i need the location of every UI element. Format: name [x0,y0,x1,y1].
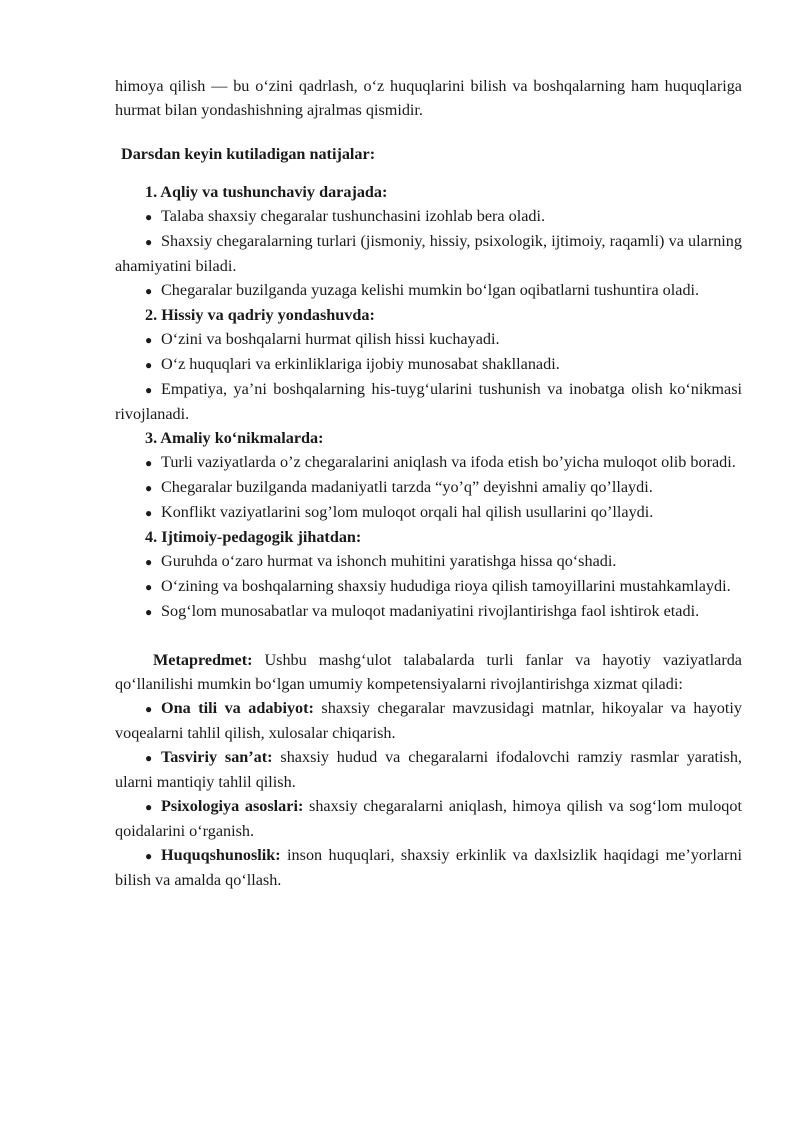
list-item [115,327,742,352]
list-item [115,475,742,500]
bullet-dot-icon: ● [145,751,153,765]
results-heading [115,142,742,166]
bullet-dot-icon: ● [145,358,153,372]
subject-item [115,696,742,745]
list-item-text: Chegaralar buzilganda yuzaga kelishi mumkin bo‘lgan oqibatlarni tushuntira oladi. [161,281,700,299]
subject-text: shaxsiy hudud va chegaralarni ifodalovchi ramziy rasmlar yaratish, ularni mantiqiy tahlil qilish. [115,748,742,791]
list-item-text: Guruhda o‘zaro hurmat va ishonch muhitini yaratishga hissa qo‘shadi. [161,552,617,570]
metapredmet-text: Ushbu mashg‘ulot talabalarda turli fanlar va hayotiy vaziyatlarda qo‘llanilishi mumkin bo‘lgan umumiy kompetensiyalarni rivojlantirishga xizmat qiladi: [115,651,742,693]
subject-label: Huquqshunoslik: [161,846,281,864]
results-title: Darsdan keyin kutiladigan natijalar: [121,145,376,163]
group-heading: 3. Amaliy ko‘nikmalarda: [145,429,324,447]
list-item [115,229,742,278]
bullet-dot-icon: ● [145,333,153,347]
bullet-dot-icon: ● [145,555,153,569]
bullet-dot-icon: ● [145,456,153,470]
list-item-text: O‘zini va boshqalarni hurmat qilish hissi kuchayadi. [161,330,500,348]
subject-label: Ona tili va adabiyot: [161,699,314,717]
list-item [115,352,742,377]
list-item-text: Turli vaziyatlarda o’z chegaralarini aniqlash va ifoda etish bo’yicha muloqot olib boradi. [161,453,736,471]
subject-label: Tasviriy san’at: [161,748,273,766]
bullet-dot-icon: ● [145,383,153,397]
bullet-dot-icon: ● [145,580,153,594]
list-item [115,204,742,229]
list-item-text: Konflikt vaziyatlarini sog’lom muloqot orqali hal qilish usullarini qo’llaydi. [161,503,654,521]
group-heading: 1. Aqliy va tushunchaviy darajada: [145,183,388,201]
subject-text: shaxsiy chegaralar mavzusidagi matnlar, hikoyalar va hayotiy voqealarni tahlil qilish, xulosalar chiqarish. [115,699,742,742]
list-item [115,574,742,599]
intro-paragraph: himoya qilish — bu o‘zini qadrlash, o‘z huquqlarini bilish va boshqalarning ham huquqlariga hurmat bilan yondashishning ajralmas qismidir. [115,77,742,119]
list-item-text: Empatiya, ya’ni boshqalarning his-tuyg‘ularini tushunish va inobatga olish ko‘nikmasi rivojlanadi. [115,380,742,423]
subject-item [115,843,742,892]
list-item [115,278,742,303]
bullet-dot-icon: ● [145,284,153,298]
subject-item [115,745,742,794]
list-item-text: O‘z huquqlari va erkinliklariga ijobiy munosabat shakllanadi. [161,355,560,373]
list-item-text: Chegaralar buzilganda madaniyatli tarzda “yo’q” deyishni amaliy qo’llaydi. [161,478,653,496]
metapredmet-paragraph [115,648,742,696]
subject-label: Psixologiya asoslari: [161,797,304,815]
list-item-text: O‘zining va boshqalarning shaxsiy hududiga rioya qilish tamoyillarini mustahkamlaydi. [161,577,731,595]
list-item [115,377,742,426]
list-item [115,450,742,475]
subject-text: shaxsiy chegaralarni aniqlash, himoya qilish va sog‘lom muloqot qoidalarini o‘rganish. [115,797,742,840]
bullet-dot-icon: ● [145,849,153,863]
list-item-text: Shaxsiy chegaralarning turlari (jismoniy, hissiy, psixologik, ijtimoiy, raqamli) va ularning ahamiyatini biladi. [115,232,742,275]
bullet-dot-icon: ● [145,210,153,224]
group-heading: 2. Hissiy va qadriy yondashuvda: [145,306,375,324]
subject-text: inson huquqlari, shaxsiy erkinlik va daxlsizlik haqidagi me’yorlarni bilish va amalda qo‘llash. [115,846,742,889]
bullet-dot-icon: ● [145,702,153,716]
metapredmet-label: Metapredmet: [153,651,253,669]
list-item [115,599,742,624]
list-item-text: Sog‘lom munosabatlar va muloqot madaniyatini rivojlantirishga faol ishtirok etadi. [161,602,700,620]
bullet-dot-icon: ● [145,506,153,520]
page-content [115,74,742,892]
subject-item [115,794,742,843]
list-item-text: Talaba shaxsiy chegaralar tushunchasini izohlab bera oladi. [161,207,546,225]
list-item [115,549,742,574]
list-item [115,500,742,525]
group-heading: 4. Ijtimoiy-pedagogik jihatdan: [145,528,362,546]
bullet-dot-icon: ● [145,605,153,619]
bullet-dot-icon: ● [145,800,153,814]
bullet-dot-icon: ● [145,481,153,495]
bullet-dot-icon: ● [145,235,153,249]
